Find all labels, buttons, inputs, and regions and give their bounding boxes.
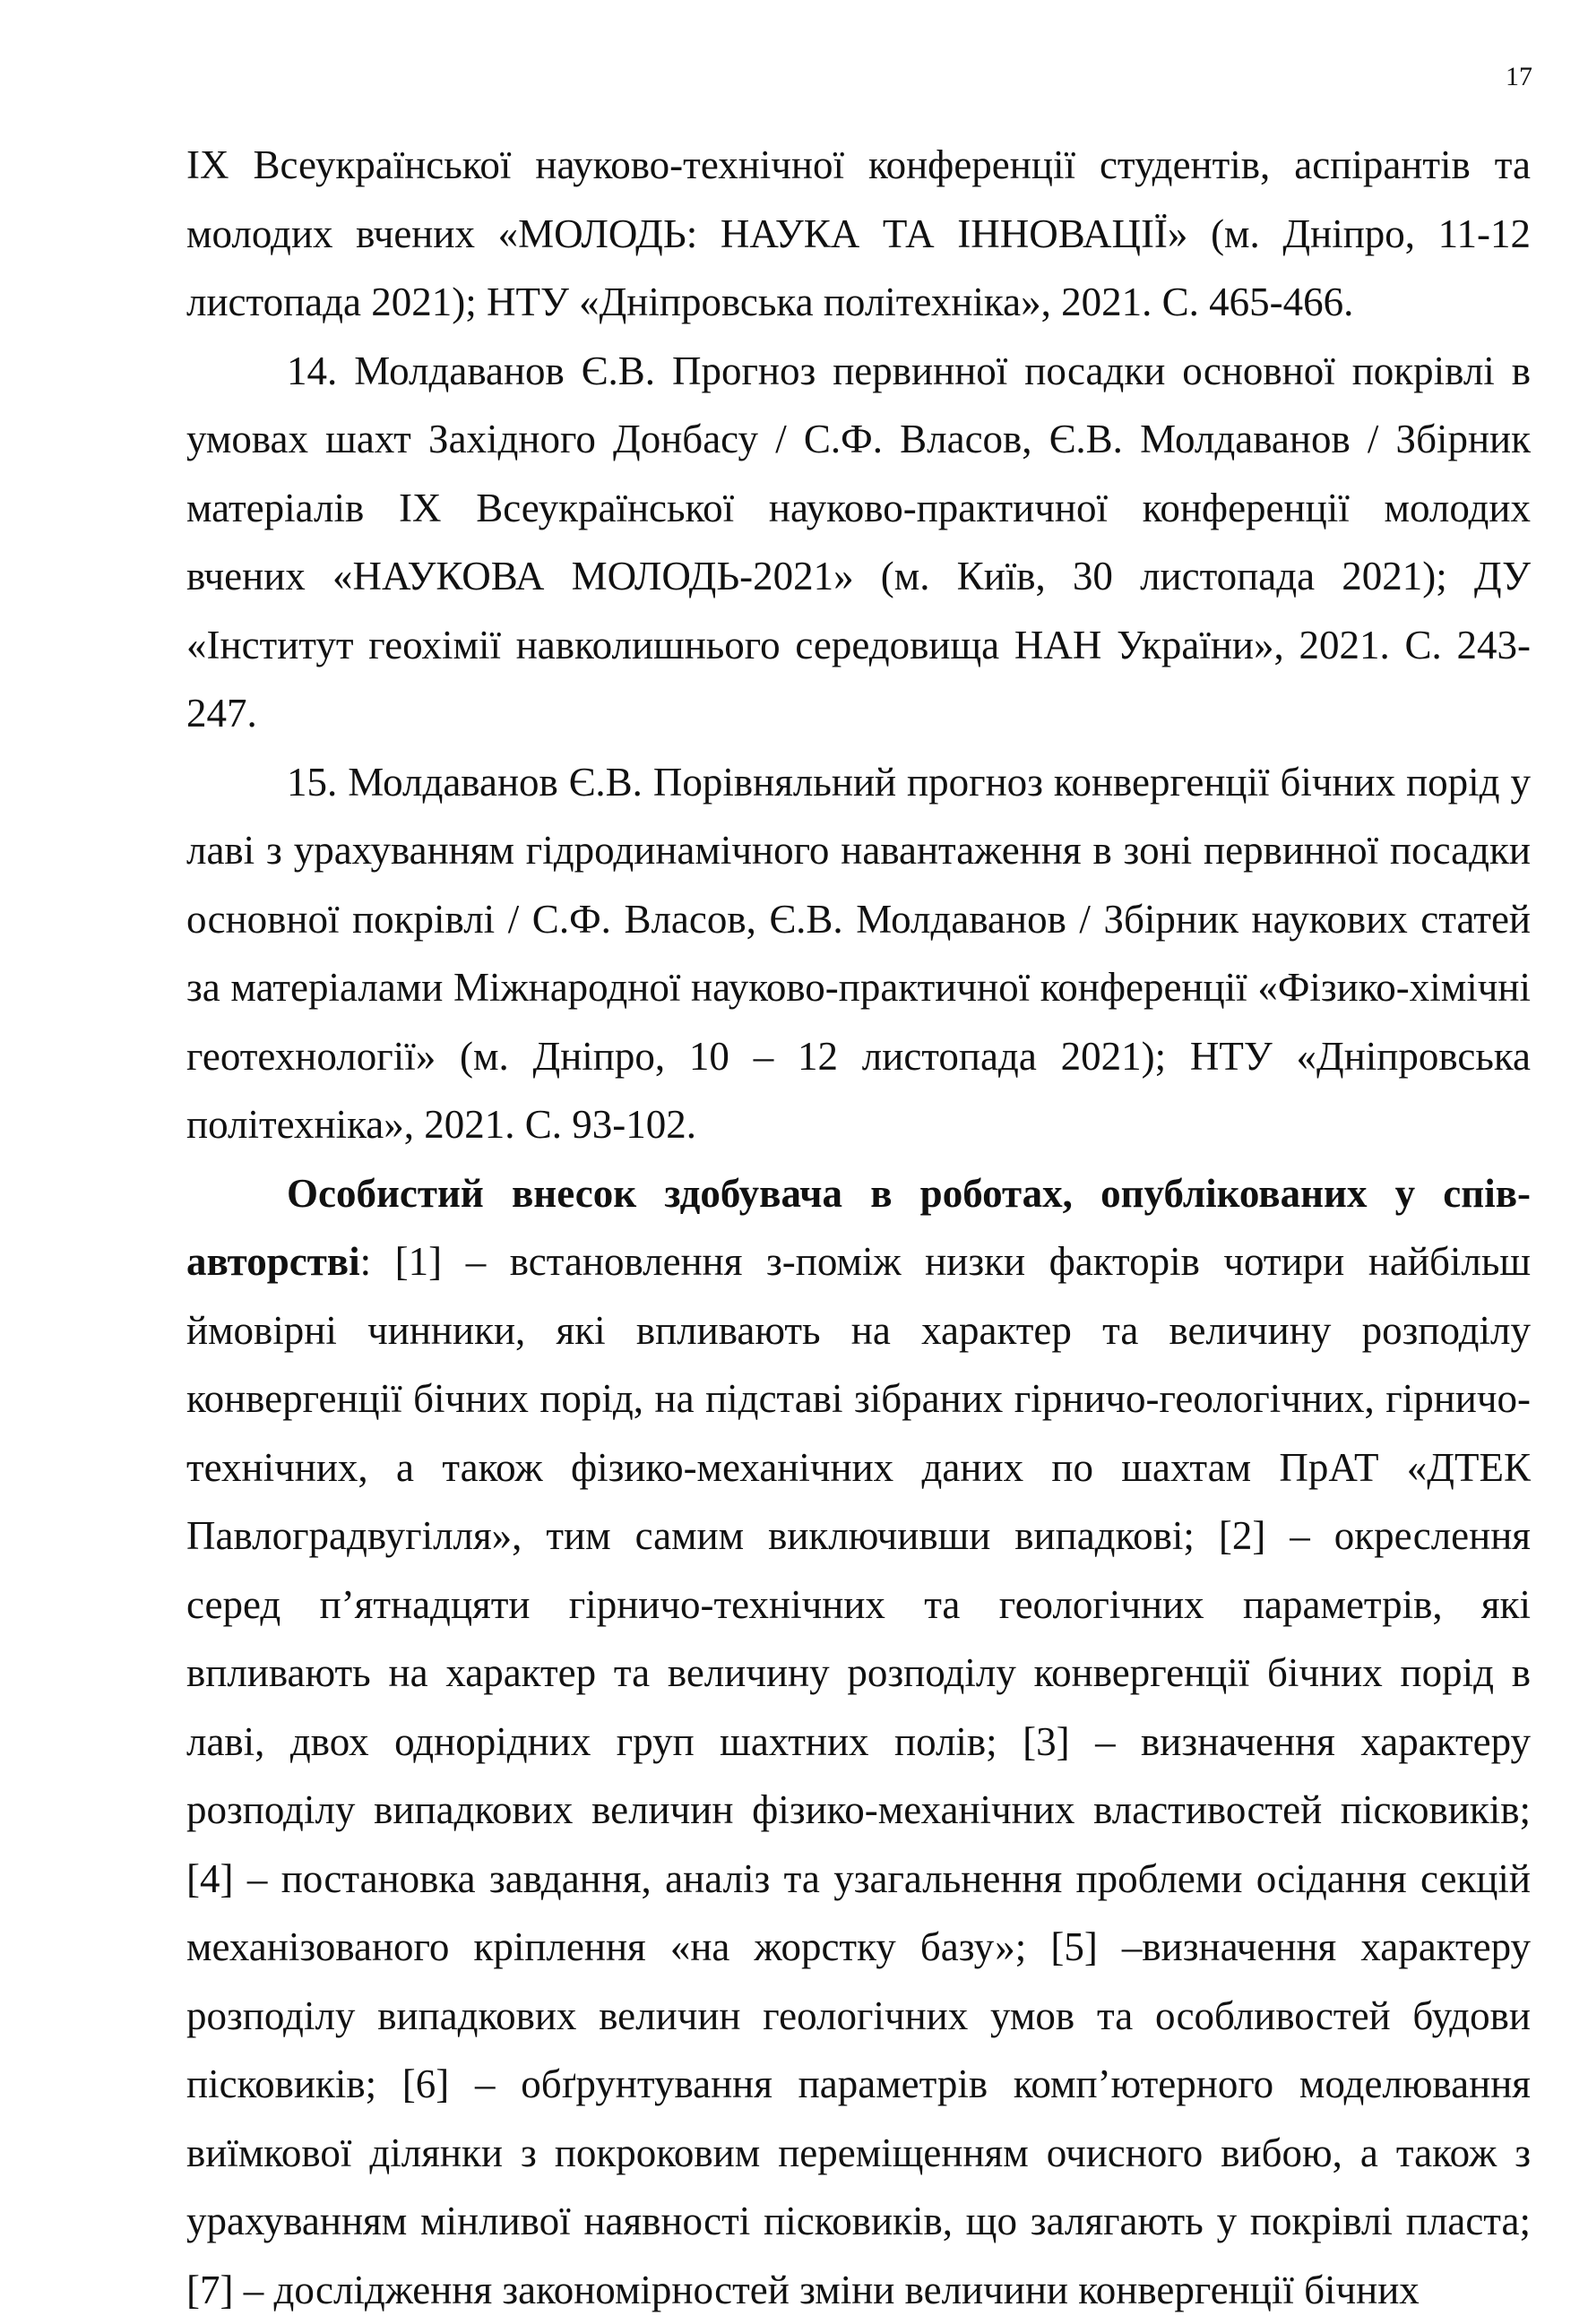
reference-continuation-paragraph: IX Всеукраїнської науково-технічної конференції студентів, аспірантів та молодих вчених «МОЛОДЬ: НАУКА ТА ІННОВАЦІЇ» (м. Дніпро, 11-12 листопада 2021); НТУ «Дніпровська політехніка», 2021. С. 465-466.	[186, 131, 1531, 337]
personal-contribution-text: : [1] – встановлення з-поміж низки факторів чотири найбільш ймовірні чинники, які впливають на характер та величину розподілу конвергенції бічних порід, на підставі зібраних гірничо-геологічних, гірничо-технічних, а також фізико-механічних даних по шахтам ПрАТ «ДТЕК Павлоградвугілля», тим самим виключивши випадкові; [2] – окреслення серед п’ятнадцяти гірничо-технічних та геологічних параметрів, які впливають на характер та величину розподілу конвергенції бічних порід в лаві, двох однорідних груп шахтних полів; [3] – визначення характеру розподілу випадкових величин фізико-механічних властивостей пісковиків; [4] – постановка завдання, аналіз та узагальнення проблеми осідання секцій механізованого кріплення «на жорстку базу»; [5] –визначення характеру розподілу випадкових величин геологічних умов та особливостей будови пісковиків; [6] – обґрунтування параметрів комп’ютерного моделювання виїмкової ділянки з покроковим переміщенням очисного вибою, а також з урахуванням мінливої наявності пісковиків, що залягають у покрівлі пласта; [7] – дослідження закономірностей зміни величини конвергенції бічних	[186, 1239, 1531, 2312]
personal-contribution-paragraph	[186, 1159, 1531, 2324]
reference-15-paragraph: 15. Молдаванов Є.В. Порівняльний прогноз конвергенції бічних порід у лаві з урахуванням гідродинамічного навантаження в зоні первинної посадки основної покрівлі / С.Ф. Власов, Є.В. Молдаванов / Збірник наукових статей за матеріалами Міжнародної науково-практичної конференції «Фізико-хімічні геотехнології» (м. Дніпро, 10 – 12 листопада 2021); НТУ «Дніпровська політехніка», 2021. С. 93-102.	[186, 748, 1531, 1159]
document-body	[186, 131, 1531, 2324]
reference-14-paragraph: 14. Молдаванов Є.В. Прогноз первинної посадки основної покрівлі в умовах шахт Західного Донбасу / С.Ф. Власов, Є.В. Молдаванов / Збірник матеріалів IX Всеукраїнської науково-практичної конференції молодих вчених «НАУКОВА МОЛОДЬ-2021» (м. Київ, 30 листопада 2021); ДУ «Інститут геохімії навколишнього середовища НАН України», 2021. С. 243-247.	[186, 337, 1531, 748]
personal-contribution-heading: Особистий внесок здобувача в роботах, опублікованих у співавторстві	[186, 1171, 1531, 1285]
page-number: 17	[1506, 59, 1532, 95]
